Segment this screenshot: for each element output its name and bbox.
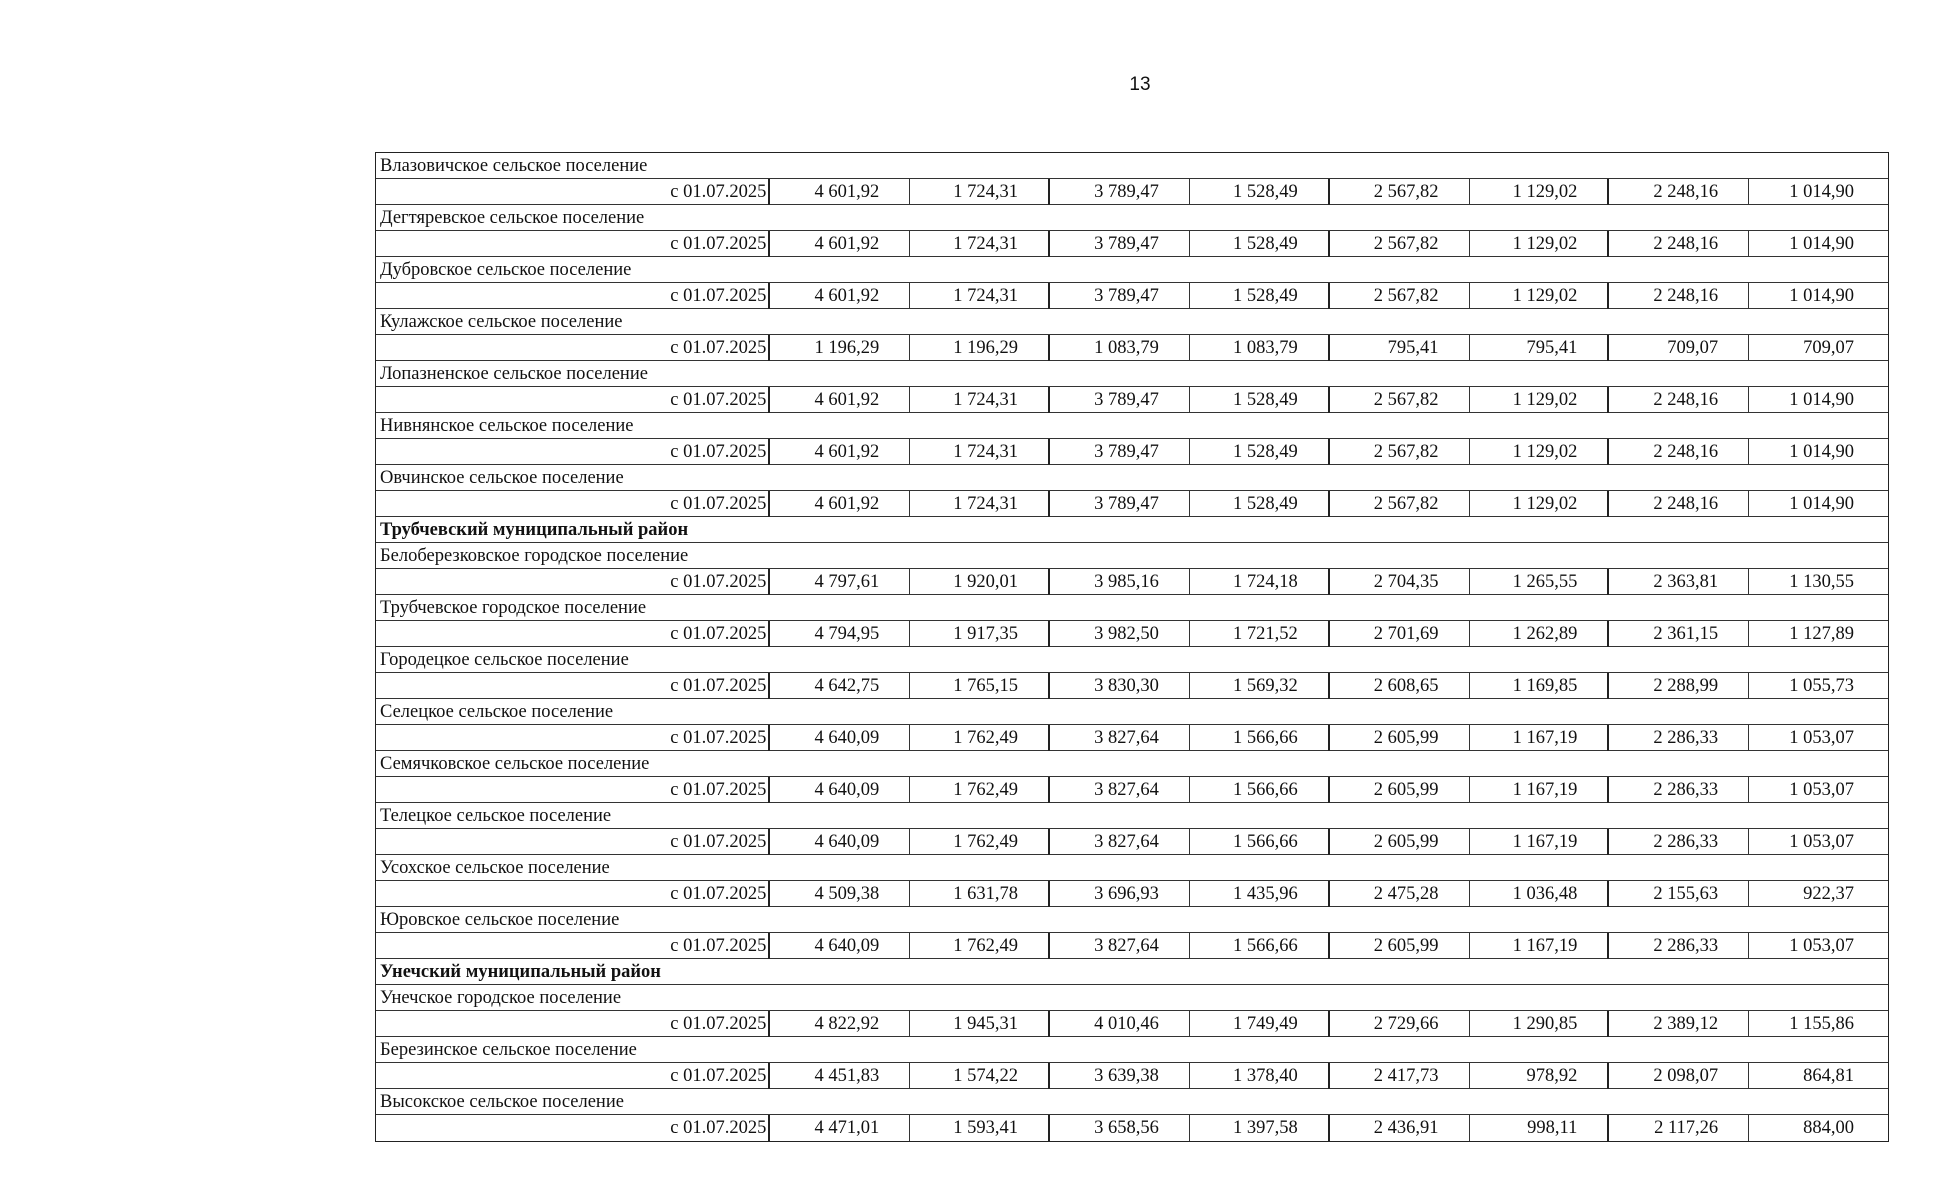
effective-date-cell: с 01.07.2025: [376, 231, 770, 257]
tariff-value-cell: 1 724,31: [910, 439, 1050, 465]
tariff-value-cell: 4 601,92: [770, 231, 910, 257]
tariff-values-row: [376, 777, 1888, 803]
tariff-value-cell: 2 704,35: [1330, 569, 1470, 595]
tariff-values-row: [376, 231, 1888, 257]
tariff-value-cell: 1 053,07: [1789, 831, 1854, 852]
tariff-value-cell: 2 155,63: [1609, 881, 1749, 907]
effective-date-cell: с 01.07.2025: [376, 829, 770, 855]
tariff-value-cell: 4 822,92: [770, 1011, 910, 1037]
tariff-value-cell: 864,81: [1803, 1065, 1854, 1086]
tariff-value-cell: 1 593,41: [910, 1115, 1050, 1141]
tariff-value-cell: 3 830,30: [1050, 673, 1190, 699]
tariff-value-cell: 1 167,19: [1470, 777, 1610, 803]
tariff-value-cell: 1 129,02: [1470, 439, 1610, 465]
tariff-value-cell: 1 724,31: [910, 179, 1050, 205]
tariff-value-cell: 2 729,66: [1330, 1011, 1470, 1037]
tariff-values-row: [376, 1063, 1888, 1089]
tariff-value-cell: 1 762,49: [910, 933, 1050, 959]
tariff-value-cell: 1 083,79: [1190, 335, 1330, 361]
tariff-value-cell: 3 827,64: [1050, 725, 1190, 751]
tariff-value-cell: 1 290,85: [1470, 1011, 1610, 1037]
effective-date-cell: с 01.07.2025: [376, 387, 770, 413]
settlement-name-row: Высокское сельское поселение: [376, 1089, 1888, 1115]
tariff-value-cell: 3 639,38: [1050, 1063, 1190, 1089]
tariff-value-cell: 1 262,89: [1470, 621, 1610, 647]
tariff-value-cell: 1 566,66: [1190, 829, 1330, 855]
tariff-value-cell: 709,07: [1609, 335, 1749, 361]
tariff-value-cell: 1 721,52: [1190, 621, 1330, 647]
tariff-value-cell: 1 724,31: [910, 231, 1050, 257]
tariff-value-cell: 3 985,16: [1050, 569, 1190, 595]
tariff-value-cell: 2 567,82: [1330, 439, 1470, 465]
tariff-value-cell: 1 528,49: [1190, 283, 1330, 309]
tariff-value-cell: 4 640,09: [770, 725, 910, 751]
tariff-value-cell: 2 363,81: [1609, 569, 1749, 595]
tariff-value-cell: 795,41: [1330, 335, 1470, 361]
tariff-value-cell: 4 601,92: [770, 439, 910, 465]
settlement-name-row: Телецкое сельское поселение: [376, 803, 1888, 829]
tariff-value-cell: 1 569,32: [1190, 673, 1330, 699]
tariff-value-cell: 4 794,95: [770, 621, 910, 647]
tariff-value-cell: 2 605,99: [1330, 725, 1470, 751]
tariff-value-cell: 1 014,90: [1789, 181, 1854, 202]
effective-date-cell: с 01.07.2025: [376, 933, 770, 959]
tariff-value-cell: 1 014,90: [1789, 441, 1854, 462]
tariff-value-cell: 1 155,86: [1789, 1013, 1854, 1034]
settlement-name-row: Нивнянское сельское поселение: [376, 413, 1888, 439]
effective-date-cell: с 01.07.2025: [376, 1115, 770, 1141]
tariff-value-cell: 4 640,09: [770, 777, 910, 803]
effective-date-cell: с 01.07.2025: [376, 179, 770, 205]
tariff-value-cell: 3 982,50: [1050, 621, 1190, 647]
tariff-value-cell: 4 797,61: [770, 569, 910, 595]
tariff-value-cell: 2 567,82: [1330, 491, 1470, 517]
tariff-value-cell: 1 574,22: [910, 1063, 1050, 1089]
effective-date-cell: с 01.07.2025: [376, 491, 770, 517]
tariff-value-cell: 1 014,90: [1789, 233, 1854, 254]
tariff-value-cell: 4 509,38: [770, 881, 910, 907]
tariff-values-row: [376, 933, 1888, 959]
tariff-value-cell: 1 528,49: [1190, 439, 1330, 465]
tariff-value-cell: 2 248,16: [1609, 439, 1749, 465]
tariff-value-cell: 3 789,47: [1050, 387, 1190, 413]
tariff-value-cell: 1 762,49: [910, 725, 1050, 751]
tariff-value-cell: 1 014,90: [1789, 285, 1854, 306]
tariff-value-cell: 2 567,82: [1330, 179, 1470, 205]
tariff-value-cell: 1 528,49: [1190, 179, 1330, 205]
effective-date-cell: с 01.07.2025: [376, 1011, 770, 1037]
tariff-value-cell: 2 248,16: [1609, 179, 1749, 205]
tariff-value-cell: 1 566,66: [1190, 725, 1330, 751]
tariff-table: [375, 152, 1889, 1142]
tariff-value-cell: 1 724,31: [910, 283, 1050, 309]
settlement-name-row: Усохское сельское поселение: [376, 855, 1888, 881]
settlement-name-row: Городецкое сельское поселение: [376, 647, 1888, 673]
tariff-value-cell: 2 417,73: [1330, 1063, 1470, 1089]
tariff-value-cell: 1 724,18: [1190, 569, 1330, 595]
tariff-value-cell: 884,00: [1803, 1118, 1854, 1138]
tariff-value-cell: 2 248,16: [1609, 283, 1749, 309]
tariff-values-row: [376, 881, 1888, 907]
effective-date-cell: с 01.07.2025: [376, 621, 770, 647]
effective-date-cell: с 01.07.2025: [376, 335, 770, 361]
tariff-value-cell: 1 129,02: [1470, 179, 1610, 205]
tariff-value-cell: 2 286,33: [1609, 933, 1749, 959]
tariff-value-cell: 2 286,33: [1609, 777, 1749, 803]
tariff-value-cell: 1 435,96: [1190, 881, 1330, 907]
tariff-value-cell: 2 248,16: [1609, 387, 1749, 413]
settlement-name-row: Кулажское сельское поселение: [376, 309, 1888, 335]
tariff-values-row: [376, 283, 1888, 309]
tariff-value-cell: 1 566,66: [1190, 777, 1330, 803]
district-heading-row: Трубчевский муниципальный район: [376, 517, 1888, 543]
tariff-value-cell: 709,07: [1803, 337, 1854, 358]
settlement-name-row: Семячковское сельское поселение: [376, 751, 1888, 777]
tariff-value-cell: 2 567,82: [1330, 231, 1470, 257]
tariff-value-cell: 1 945,31: [910, 1011, 1050, 1037]
effective-date-cell: с 01.07.2025: [376, 725, 770, 751]
tariff-values-row: [376, 439, 1888, 465]
district-heading-row: Унечский муниципальный район: [376, 959, 1888, 985]
tariff-value-cell: 795,41: [1470, 335, 1610, 361]
tariff-value-cell: 1 036,48: [1470, 881, 1610, 907]
settlement-name-row: Унечское городское поселение: [376, 985, 1888, 1011]
settlement-name-row: Березинское сельское поселение: [376, 1037, 1888, 1063]
tariff-value-cell: 1 762,49: [910, 829, 1050, 855]
tariff-value-cell: 1 130,55: [1789, 571, 1854, 592]
tariff-values-row: [376, 569, 1888, 595]
tariff-values-row: [376, 335, 1888, 361]
tariff-value-cell: 1 129,02: [1470, 491, 1610, 517]
tariff-value-cell: 4 601,92: [770, 491, 910, 517]
tariff-value-cell: 2 567,82: [1330, 283, 1470, 309]
tariff-value-cell: 3 789,47: [1050, 179, 1190, 205]
tariff-value-cell: 1 762,49: [910, 777, 1050, 803]
tariff-value-cell: 1 920,01: [910, 569, 1050, 595]
tariff-value-cell: 4 640,09: [770, 829, 910, 855]
tariff-value-cell: 1 167,19: [1470, 725, 1610, 751]
tariff-value-cell: 3 827,64: [1050, 829, 1190, 855]
tariff-value-cell: 2 248,16: [1609, 231, 1749, 257]
tariff-value-cell: 1 053,07: [1789, 779, 1854, 800]
effective-date-cell: с 01.07.2025: [376, 881, 770, 907]
tariff-value-cell: 2 605,99: [1330, 829, 1470, 855]
tariff-value-cell: 1 265,55: [1470, 569, 1610, 595]
tariff-value-cell: 2 248,16: [1609, 491, 1749, 517]
effective-date-cell: с 01.07.2025: [376, 283, 770, 309]
tariff-value-cell: 1 127,89: [1789, 623, 1854, 644]
tariff-value-cell: 4 010,46: [1050, 1011, 1190, 1037]
tariff-value-cell: 4 640,09: [770, 933, 910, 959]
tariff-value-cell: 1 196,29: [770, 335, 910, 361]
settlement-name-row: Белоберезковское городское поселение: [376, 543, 1888, 569]
settlement-name-row: Влазовичское сельское поселение: [376, 153, 1888, 179]
tariff-value-cell: 1 167,19: [1470, 933, 1610, 959]
tariff-value-cell: 1 129,02: [1470, 387, 1610, 413]
tariff-value-cell: 4 601,92: [770, 387, 910, 413]
tariff-value-cell: 922,37: [1803, 883, 1854, 904]
settlement-name-row: Дубровское сельское поселение: [376, 257, 1888, 283]
settlement-name-row: Юровское сельское поселение: [376, 907, 1888, 933]
tariff-values-row: [376, 491, 1888, 517]
tariff-value-cell: 1 724,31: [910, 491, 1050, 517]
tariff-value-cell: 1 397,58: [1190, 1115, 1330, 1141]
tariff-value-cell: 1 528,49: [1190, 231, 1330, 257]
settlement-name-row: Лопазненское сельское поселение: [376, 361, 1888, 387]
tariff-value-cell: 1 528,49: [1190, 387, 1330, 413]
tariff-value-cell: 978,92: [1470, 1063, 1610, 1089]
effective-date-cell: с 01.07.2025: [376, 673, 770, 699]
tariff-value-cell: 2 361,15: [1609, 621, 1749, 647]
tariff-value-cell: 4 471,01: [770, 1115, 910, 1141]
tariff-values-row: [376, 179, 1888, 205]
tariff-value-cell: 4 451,83: [770, 1063, 910, 1089]
tariff-value-cell: 1 083,79: [1050, 335, 1190, 361]
tariff-value-cell: 2 605,99: [1330, 777, 1470, 803]
tariff-value-cell: 1 129,02: [1470, 231, 1610, 257]
effective-date-cell: с 01.07.2025: [376, 1063, 770, 1089]
tariff-values-row: [376, 725, 1888, 751]
effective-date-cell: с 01.07.2025: [376, 569, 770, 595]
tariff-value-cell: 2 389,12: [1609, 1011, 1749, 1037]
tariff-value-cell: 1 749,49: [1190, 1011, 1330, 1037]
tariff-value-cell: 2 098,07: [1609, 1063, 1749, 1089]
tariff-value-cell: 2 475,28: [1330, 881, 1470, 907]
tariff-value-cell: 2 608,65: [1330, 673, 1470, 699]
tariff-value-cell: 1 917,35: [910, 621, 1050, 647]
tariff-value-cell: 1 724,31: [910, 387, 1050, 413]
effective-date-cell: с 01.07.2025: [376, 439, 770, 465]
tariff-values-row: [376, 1011, 1888, 1037]
tariff-value-cell: 1 053,07: [1789, 935, 1854, 956]
tariff-value-cell: 2 605,99: [1330, 933, 1470, 959]
tariff-value-cell: 1 129,02: [1470, 283, 1610, 309]
tariff-value-cell: 1 055,73: [1789, 675, 1854, 696]
tariff-value-cell: 1 765,15: [910, 673, 1050, 699]
tariff-values-row: [376, 621, 1888, 647]
tariff-value-cell: 1 378,40: [1190, 1063, 1330, 1089]
tariff-value-cell: 2 436,91: [1330, 1115, 1470, 1141]
tariff-value-cell: 2 567,82: [1330, 387, 1470, 413]
tariff-value-cell: 4 642,75: [770, 673, 910, 699]
tariff-value-cell: 4 601,92: [770, 283, 910, 309]
tariff-value-cell: 4 601,92: [770, 179, 910, 205]
tariff-value-cell: 3 658,56: [1050, 1115, 1190, 1141]
tariff-value-cell: 2 286,33: [1609, 829, 1749, 855]
tariff-value-cell: 2 286,33: [1609, 725, 1749, 751]
settlement-name-row: Дегтяревское сельское поселение: [376, 205, 1888, 231]
tariff-value-cell: 1 169,85: [1470, 673, 1610, 699]
tariff-value-cell: 1 196,29: [910, 335, 1050, 361]
tariff-value-cell: 3 789,47: [1050, 231, 1190, 257]
tariff-value-cell: 2 701,69: [1330, 621, 1470, 647]
tariff-value-cell: 1 167,19: [1470, 829, 1610, 855]
tariff-values-row: [376, 829, 1888, 855]
tariff-value-cell: 3 789,47: [1050, 283, 1190, 309]
effective-date-cell: с 01.07.2025: [376, 777, 770, 803]
tariff-values-row: [376, 1115, 1888, 1141]
tariff-values-row: [376, 673, 1888, 699]
settlement-name-row: Овчинское сельское поселение: [376, 465, 1888, 491]
settlement-name-row: Трубчевское городское поселение: [376, 595, 1888, 621]
tariff-value-cell: 3 827,64: [1050, 933, 1190, 959]
tariff-value-cell: 1 014,90: [1789, 389, 1854, 410]
page-number: 13: [1129, 74, 1151, 95]
settlement-name-row: Селецкое сельское поселение: [376, 699, 1888, 725]
tariff-value-cell: 2 288,99: [1609, 673, 1749, 699]
tariff-value-cell: 3 789,47: [1050, 491, 1190, 517]
tariff-value-cell: 1 528,49: [1190, 491, 1330, 517]
tariff-value-cell: 1 014,90: [1789, 493, 1854, 514]
tariff-value-cell: 1 566,66: [1190, 933, 1330, 959]
tariff-value-cell: 2 117,26: [1609, 1115, 1749, 1141]
tariff-value-cell: 998,11: [1470, 1115, 1610, 1141]
tariff-value-cell: 3 789,47: [1050, 439, 1190, 465]
tariff-value-cell: 1 053,07: [1789, 727, 1854, 748]
tariff-value-cell: 3 827,64: [1050, 777, 1190, 803]
tariff-values-row: [376, 387, 1888, 413]
tariff-value-cell: 1 631,78: [910, 881, 1050, 907]
tariff-value-cell: 3 696,93: [1050, 881, 1190, 907]
